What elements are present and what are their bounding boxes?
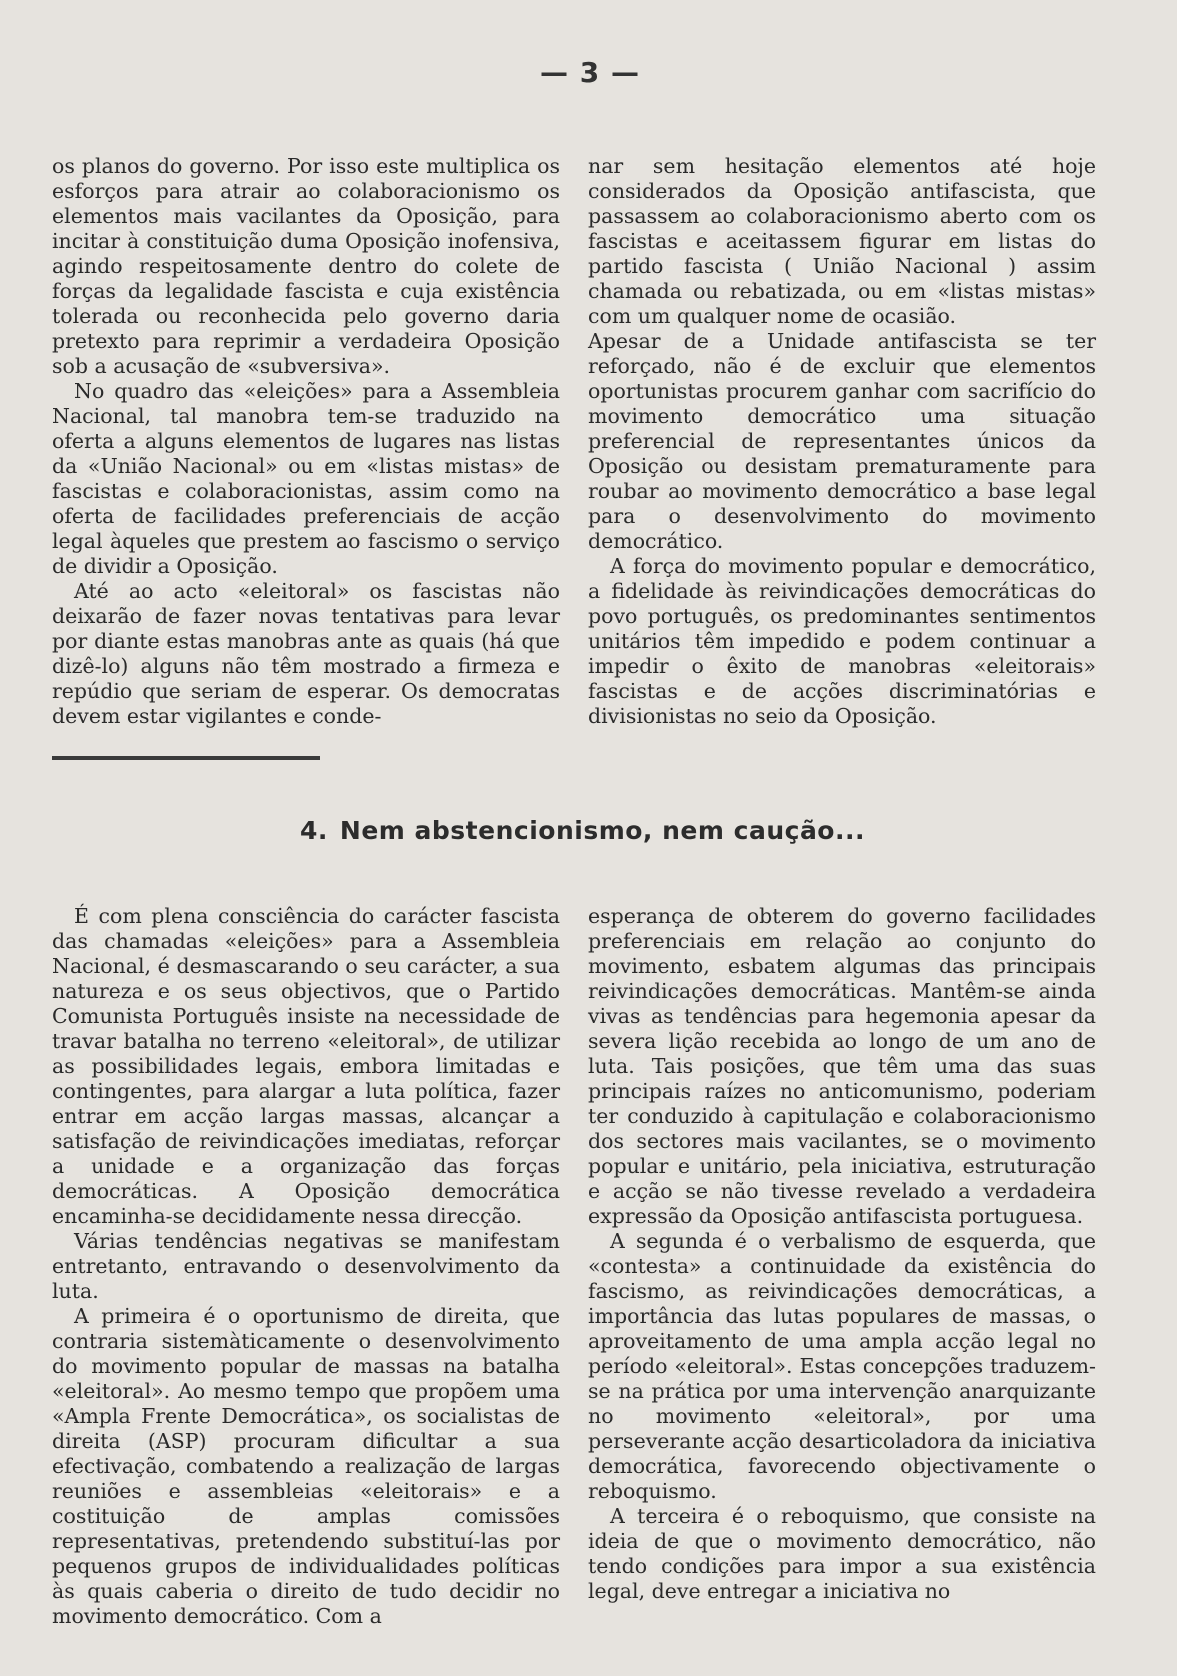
paragraph: os planos do governo. Por isso este multiplica os esforços para atrair ao colaboracionismo os elementos mais vacilantes da Oposição, para incitar à constituição duma Oposição inofensiva, agindo respeitosamente dentro do colete de forças da legalidade fascista e cuja existência tolerada ou reconhecida pelo governo daria pretexto para reprimir a verdadeira Oposição sob a acusação de «subversiva». — [52, 154, 560, 378]
paragraph: A segunda é o verbalismo de esquerda, que «contesta» a continuidade da existência do fascismo, as reivindicações democráticas, a importância das lutas populares de massas, o aproveitamento de uma ampla acção legal no período «eleitoral». Estas concepções traduzem-se na prática por uma intervenção anarquizante no movimento «eleitoral», por uma perseverante acção desarticoladora da iniciativa democrática, favorecendo objectivamente o reboquismo. — [588, 1229, 1096, 1503]
top-left-column — [52, 154, 560, 729]
paragraph: A primeira é o oportunismo de direita, que contraria sistemàticamente o desenvolvimento do movimento popular de massas na batalha «eleitoral». Ao mesmo tempo que propõem uma «Ampla Frente Democrática», os socialistas de direita (ASP) procuram dificultar a sua efectivação, combatendo a realização de largas reuniões e assembleias «eleitorais» e a costituição de amplas comissões representativas, pretendendo substituí-las por pequenos grupos de individualidades políticas às quais caberia o direito de tudo decidir no movimento democrático. Com a — [52, 1304, 560, 1628]
page-number: — 3 — — [540, 56, 640, 89]
paragraph: É com plena consciência do carácter fascista das chamadas «eleições» para a Assembleia Nacional, é desmascarando o seu carácter, a sua natureza e os seus objectivos, que o Partido Comunista Português insiste na necessidade de travar batalha no terreno «eleitoral», de utilizar as possibilidades legais, embora limitadas e contingentes, para alargar a luta política, fazer entrar em acção largas massas, alcançar a satisfação de reivindicações imediatas, reforçar a unidade e a organização das forças democráticas. A Oposição democrática encaminha-se decididamente nessa direcção. — [52, 904, 560, 1228]
paragraph: Várias tendências negativas se manifestam entretanto, entravando o desenvolvimento da luta. — [52, 1229, 560, 1303]
paragraph: esperança de obterem do governo facilidades preferenciais em relação ao conjunto do movimento, esbatem algumas das principais reivindicações democráticas. Mantêm-se ainda vivas as tendências para hegemonia apesar da severa lição recebida ao longo de um ano de luta. Tais posições, que têm uma das suas principais raízes no anticomunismo, poderiam ter conduzido à capitulação e colaboracionismo dos sectores mais vacilantes, se o movimento popular e unitário, pela iniciativa, estruturação e acção se não tivesse revelado a verdadeira expressão da Oposição antifascista portuguesa. — [588, 904, 1096, 1228]
bottom-left-column — [52, 904, 560, 1629]
paragraph: nar sem hesitação elementos até hoje considerados da Oposição antifascista, que passassem ao colaboracionismo aberto com os fascistas e aceitassem figurar em listas do partido fascista ( União Nacional ) assim chamada ou rebatizada, ou em «listas mistas» com um qualquer nome de ocasião. — [588, 154, 1096, 328]
paragraph: Até ao acto «eleitoral» os fascistas não deixarão de fazer novas tentativas para levar por diante estas manobras ante as quais (há que dizê-lo) alguns não têm mostrado a firmeza e repúdio que seriam de esperar. Os democratas devem estar vigilantes e conde- — [52, 579, 560, 728]
section-title: Nem abstencionismo, nem caução... — [339, 816, 865, 845]
section-number: 4. — [300, 816, 328, 845]
top-right-column — [588, 154, 1096, 729]
paragraph: A força do movimento popular e democrático, a fidelidade às reivindicações democráticas do povo português, os predominantes sentimentos unitários têm impedido e podem continuar a impedir o êxito de manobras «eleitorais» fascistas e de acções discriminatórias e divisionistas no seio da Oposição. — [588, 554, 1096, 728]
bottom-right-column — [588, 904, 1096, 1604]
paragraph: Apesar de a Unidade antifascista se ter reforçado, não é de excluir que elementos oportunistas procurem ganhar com sacrifício do movimento democrático uma situação preferencial de representantes únicos da Oposição ou desistam prematuramente para roubar ao movimento democrático a base legal para o desenvolvimento do movimento democrático. — [588, 329, 1096, 553]
section-divider-rule — [52, 756, 320, 760]
paragraph: No quadro das «eleições» para a Assembleia Nacional, tal manobra tem-se traduzido na oferta a alguns elementos de lugares nas listas da «União Nacional» ou em «listas mistas» de fascistas e colaboracionistas, assim como na oferta de facilidades preferenciais de acção legal àqueles que prestem ao fascismo o serviço de dividir a Oposição. — [52, 379, 560, 578]
paragraph: A terceira é o reboquismo, que consiste na ideia de que o movimento democrático, não tendo condições para impor a sua existência legal, deve entregar a iniciativa no — [588, 1504, 1096, 1603]
section-heading — [300, 816, 920, 845]
